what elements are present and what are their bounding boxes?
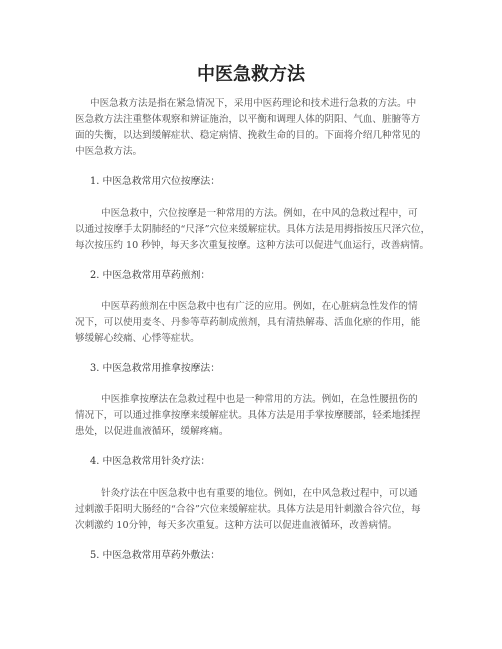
- section-heading: 5. 中医急救常用草药外敷法：: [90, 550, 221, 561]
- section-line: 中医草药煎剂在中医急救中也有广泛的应用。例如，在心脏病急性发作的情: [101, 301, 418, 312]
- intro-line: 面的失衡，以达到缓解症状、稳定病情、挽救生命的目的。下面将介绍几种常见的: [75, 130, 421, 141]
- section-line: 以通过按摩手太阴肺经的“尺泽”穴位来缓解症状。具体方法是用拇指按压尺泽穴位，: [75, 224, 431, 235]
- section-line: 患处，以促进血液循环，缓解疼痛。: [75, 426, 229, 437]
- section-heading: 1. 中医急救常用穴位按摩法：: [90, 176, 221, 187]
- document-title: 中医急救方法: [197, 64, 305, 85]
- intro-line: 中医急救方法。: [75, 146, 143, 157]
- section-heading: 2. 中医急救常用草药煎剂：: [90, 270, 211, 281]
- section-line: 中医急救中，穴位按摩是一种常用的方法。例如，在中风的急救过程中，可: [101, 208, 418, 219]
- section-line: 情况下，可以通过推拿按摩来缓解症状。具体方法是用手掌按摩腰部，轻柔地揉捏: [75, 410, 421, 421]
- section-heading: 4. 中医急救常用针灸疗法：: [90, 456, 211, 467]
- section-line: 次刺激约 10分钟，每天多次重复。这种方法可以促进血液循环，改善病情。: [75, 520, 398, 531]
- section-line: 每次按压约 10 秒钟，每天多次重复按摩。这种方法可以促进气血运行，改善病情。: [75, 240, 430, 251]
- section-line: 够缓解心绞痛、心悸等症状。: [75, 333, 200, 344]
- section-line: 况下，可以使用麦冬、丹参等草药制成煎剂，具有清热解毒、活血化瘀的作用，能: [75, 317, 421, 328]
- intro-line: 医急救方法注重整体观察和辨证施治，以平衡和调理人体的阴阳、气血、脏腑等方: [75, 114, 421, 125]
- section-line: 中医推拿按摩法在急救过程中也是一种常用的方法。例如，在急性腰扭伤的: [101, 394, 418, 405]
- intro-line: 中医急救方法是指在紧急情况下，采用中医药理论和技术进行急救的方法。中: [90, 98, 417, 109]
- section-line: 过刺激手阳明大肠经的“合谷”穴位来缓解症状。具体方法是用针刺激合谷穴位，每: [75, 504, 421, 515]
- section-line: 针灸疗法在中医急救中也有重要的地位。例如，在中风急救过程中，可以通: [101, 488, 418, 499]
- section-heading: 3. 中医急救常用推拿按摩法：: [90, 363, 221, 374]
